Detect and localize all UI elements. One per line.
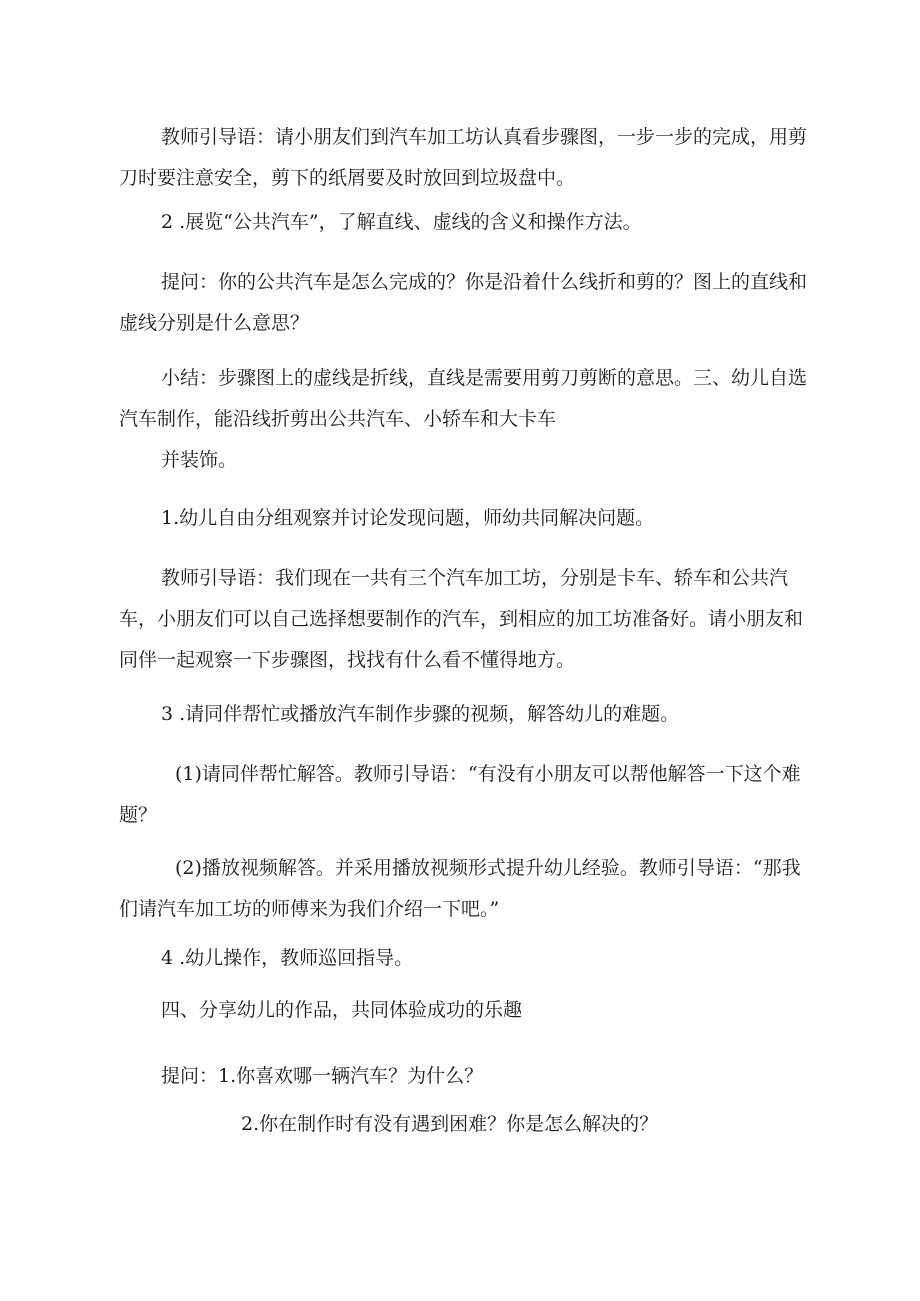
paragraph-decorate: 并装饰。 (161, 449, 238, 471)
paragraph-step-1: 1.幼儿自由分组观察并讨论发现问题，师幼共同解决问题。 (161, 507, 655, 529)
section-heading-4: 四、分享幼儿的作品，共同体验成功的乐趣 (161, 999, 523, 1021)
paragraph-question-1: 提问：你的公共汽车是怎么完成的？你是沿着什么线折和剪的？图上的直线和虚线分别是什么意思？ (119, 271, 808, 334)
paragraph-step-3: 3 .请同伴帮忙或播放汽车制作步骤的视频，解答幼儿的难题。 (161, 703, 680, 725)
paragraph-summary: 小结：步骤图上的虚线是折线，直线是需要用剪刀剪断的意思。三、幼儿自选汽车制作，能沿线折剪出公共汽车、小轿车和大卡车 (119, 367, 808, 430)
paragraph-teacher-guide-1: 教师引导语：请小朋友们到汽车加工坊认真看步骤图，一步一步的完成，用剪刀时要注意安全，剪下的纸屑要及时放回到垃圾盘中。 (119, 126, 808, 189)
paragraph-question-3: 2.你在制作时有没有遇到困难？你是怎么解决的？ (241, 1113, 659, 1135)
paragraph-substep-2: (2)播放视频解答。并采用播放视频形式提升幼儿经验。教师引导语：“那我们请汽车加工坊的师傅来为我们介绍一下吧。” (119, 857, 801, 920)
paragraph-teacher-guide-2: 教师引导语：我们现在一共有三个汽车加工坊，分别是卡车、轿车和公共汽车，小朋友们可以自己选择想要制作的汽车，到相应的加工坊准备好。请小朋友和同伴一起观察一下步骤图，找找有什么看不懂得地方。 (119, 567, 804, 671)
paragraph-substep-1: (1)请同伴帮忙解答。教师引导语：“有没有小朋友可以帮他解答一下这个难题？ (119, 763, 801, 826)
paragraph-question-2: 提问：1.你喜欢哪一辆汽车？为什么？ (161, 1065, 484, 1087)
paragraph-step-2: 2 .展览“公共汽车”，了解直线、虚线的含义和操作方法。 (161, 211, 642, 233)
paragraph-step-4: 4 .幼儿操作，教师巡回指导。 (161, 947, 414, 969)
